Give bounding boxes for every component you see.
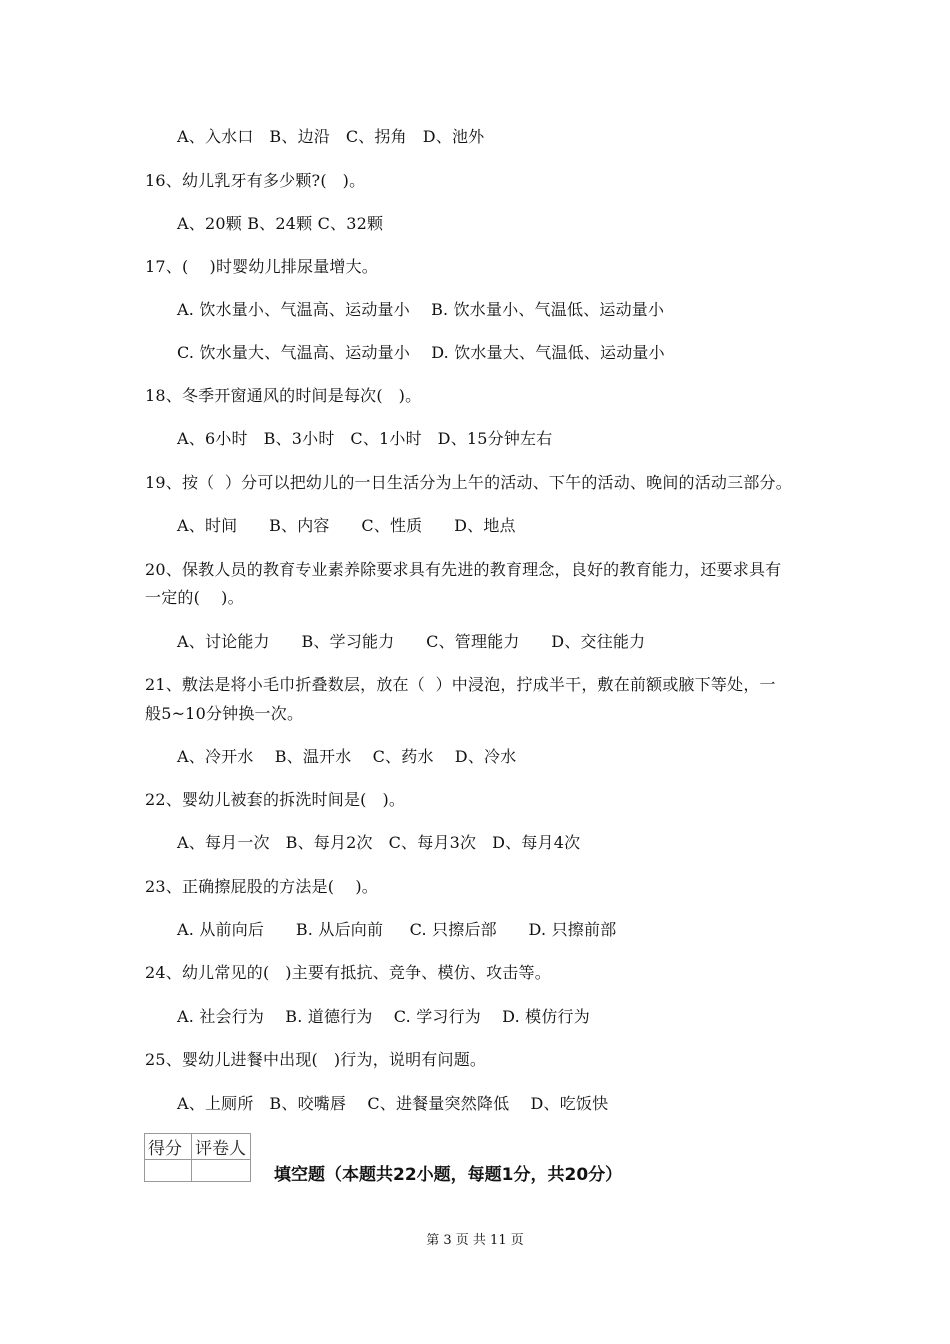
question-19: 19、按（ ）分可以把幼儿的一日生活分为上午的活动、下午的活动、晚间的活动三部分。 (145, 473, 792, 492)
question-23: 23、正确擦屁股的方法是( )。 (145, 877, 378, 896)
score-cell (145, 1160, 192, 1182)
question-18: 18、冬季开窗通风的时间是每次( )。 (145, 386, 422, 405)
question-20-cont: 一定的( )。 (145, 588, 244, 607)
grader-cell (192, 1160, 251, 1182)
grader-header: 评卷人 (192, 1134, 251, 1160)
q23-options: A. 从前向后 B. 从后向前 C. 只擦后部 D. 只擦前部 (177, 920, 617, 939)
q18-options: A、6小时 B、3小时 C、1小时 D、15分钟左右 (177, 429, 553, 448)
question-20: 20、保教人员的教育专业素养除要求具有先进的教育理念，良好的教育能力，还要求具有 (145, 560, 782, 579)
q16-options: A、20颗 B、24颗 C、32颗 (177, 214, 384, 233)
question-25: 25、婴幼儿进餐中出现( )行为，说明有问题。 (145, 1050, 487, 1069)
question-17: 17、( )时婴幼儿排尿量增大。 (145, 257, 378, 276)
question-21: 21、敷法是将小毛巾折叠数层，放在（ ）中浸泡，拧成半干，敷在前额或腋下等处，一 (145, 675, 776, 694)
section-title: 填空题（本题共22小题，每题1分，共20分） (274, 1165, 623, 1185)
q15-options: A、入水口 B、边沿 C、拐角 D、池外 (177, 127, 485, 146)
q21-options: A、冷开水 B、温开水 C、药水 D、冷水 (177, 747, 517, 766)
score-table (144, 1133, 251, 1182)
question-21-cont: 般5~10分钟换一次。 (145, 704, 304, 723)
q20-options: A、讨论能力 B、学习能力 C、管理能力 D、交往能力 (177, 632, 646, 651)
q22-options: A、每月一次 B、每月2次 C、每月3次 D、每月4次 (177, 833, 581, 852)
score-header: 得分 (145, 1134, 192, 1160)
q17-options-ab: A. 饮水量小、气温高、运动量小 B. 饮水量小、气温低、运动量小 (177, 300, 665, 319)
q17-options-cd: C. 饮水量大、气温高、运动量小 D. 饮水量大、气温低、运动量小 (177, 343, 665, 362)
q19-options: A、时间 B、内容 C、性质 D、地点 (177, 516, 516, 535)
q25-options: A、上厕所 B、咬嘴唇 C、进餐量突然降低 D、吃饭快 (177, 1094, 609, 1113)
question-22: 22、婴幼儿被套的拆洗时间是( )。 (145, 790, 406, 809)
question-24: 24、幼儿常见的( )主要有抵抗、竞争、模仿、攻击等。 (145, 963, 551, 982)
page-footer: 第 3 页 共 11 页 (426, 1233, 524, 1248)
question-16: 16、幼儿乳牙有多少颗?( )。 (145, 171, 366, 190)
q24-options: A. 社会行为 B. 道德行为 C. 学习行为 D. 模仿行为 (177, 1007, 590, 1026)
